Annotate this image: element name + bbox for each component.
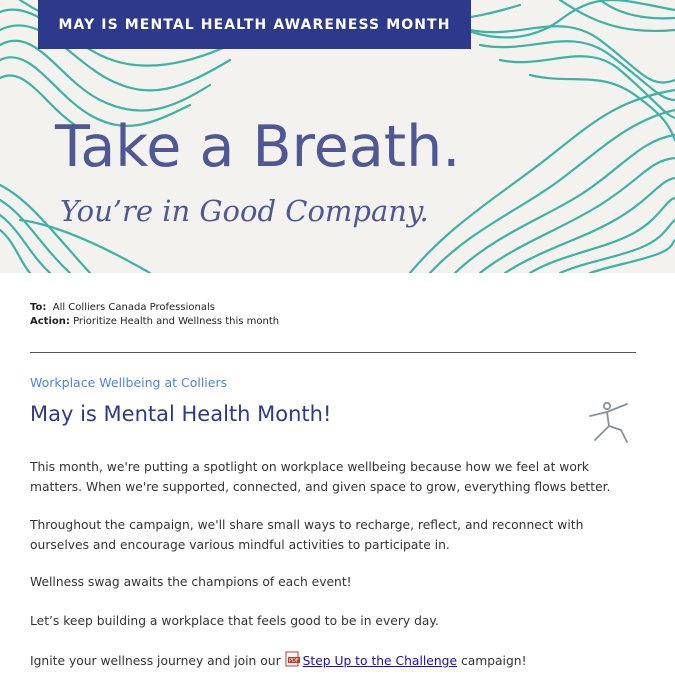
email-meta: [30, 301, 279, 329]
to-line: [30, 301, 279, 315]
hero-header: [0, 0, 675, 273]
to-value: All Colliers Canada Professionals: [52, 302, 215, 313]
hero-subtitle: You’re in Good Company.: [60, 194, 429, 228]
divider: [30, 352, 636, 353]
body-paragraph-2: Throughout the campaign, we'll share small ways to recharge, reflect, and reconnect with ourselves and encourage various mindful activities to participate in.: [30, 518, 584, 552]
body-paragraph-1: This month, we're putting a spotlight on workplace wellbeing because how we feel at work matters. When we're supported, connected, and given space to grow, everything flows better.: [30, 460, 611, 494]
section-eyebrow: Workplace Wellbeing at Colliers: [30, 375, 228, 390]
body-paragraph-5: [30, 651, 645, 671]
pdf-file-icon: [285, 651, 301, 667]
cta-text-after: campaign!: [460, 654, 527, 668]
action-value: Prioritize Health and Wellness this month: [73, 316, 280, 327]
action-label: Action:: [30, 316, 70, 327]
yoga-pose-icon: [587, 400, 633, 444]
body-paragraph-3: Wellness swag awaits the champions of each event!: [30, 575, 352, 589]
svg-text:PDF: PDF: [288, 658, 299, 664]
to-label: To:: [30, 302, 47, 313]
section-headline: May is Mental Health Month!: [30, 402, 332, 426]
step-up-challenge-link[interactable]: Step Up to the Challenge: [302, 654, 458, 668]
body-paragraph-4: Let’s keep building a workplace that feels good to be in every day.: [30, 614, 439, 628]
hero-title: Take a Breath.: [55, 114, 461, 180]
cta-text-before: Ignite your wellness journey and join our: [30, 654, 281, 668]
awareness-banner: MAY IS MENTAL HEALTH AWARENESS MONTH: [38, 0, 471, 49]
action-line: [30, 315, 279, 329]
